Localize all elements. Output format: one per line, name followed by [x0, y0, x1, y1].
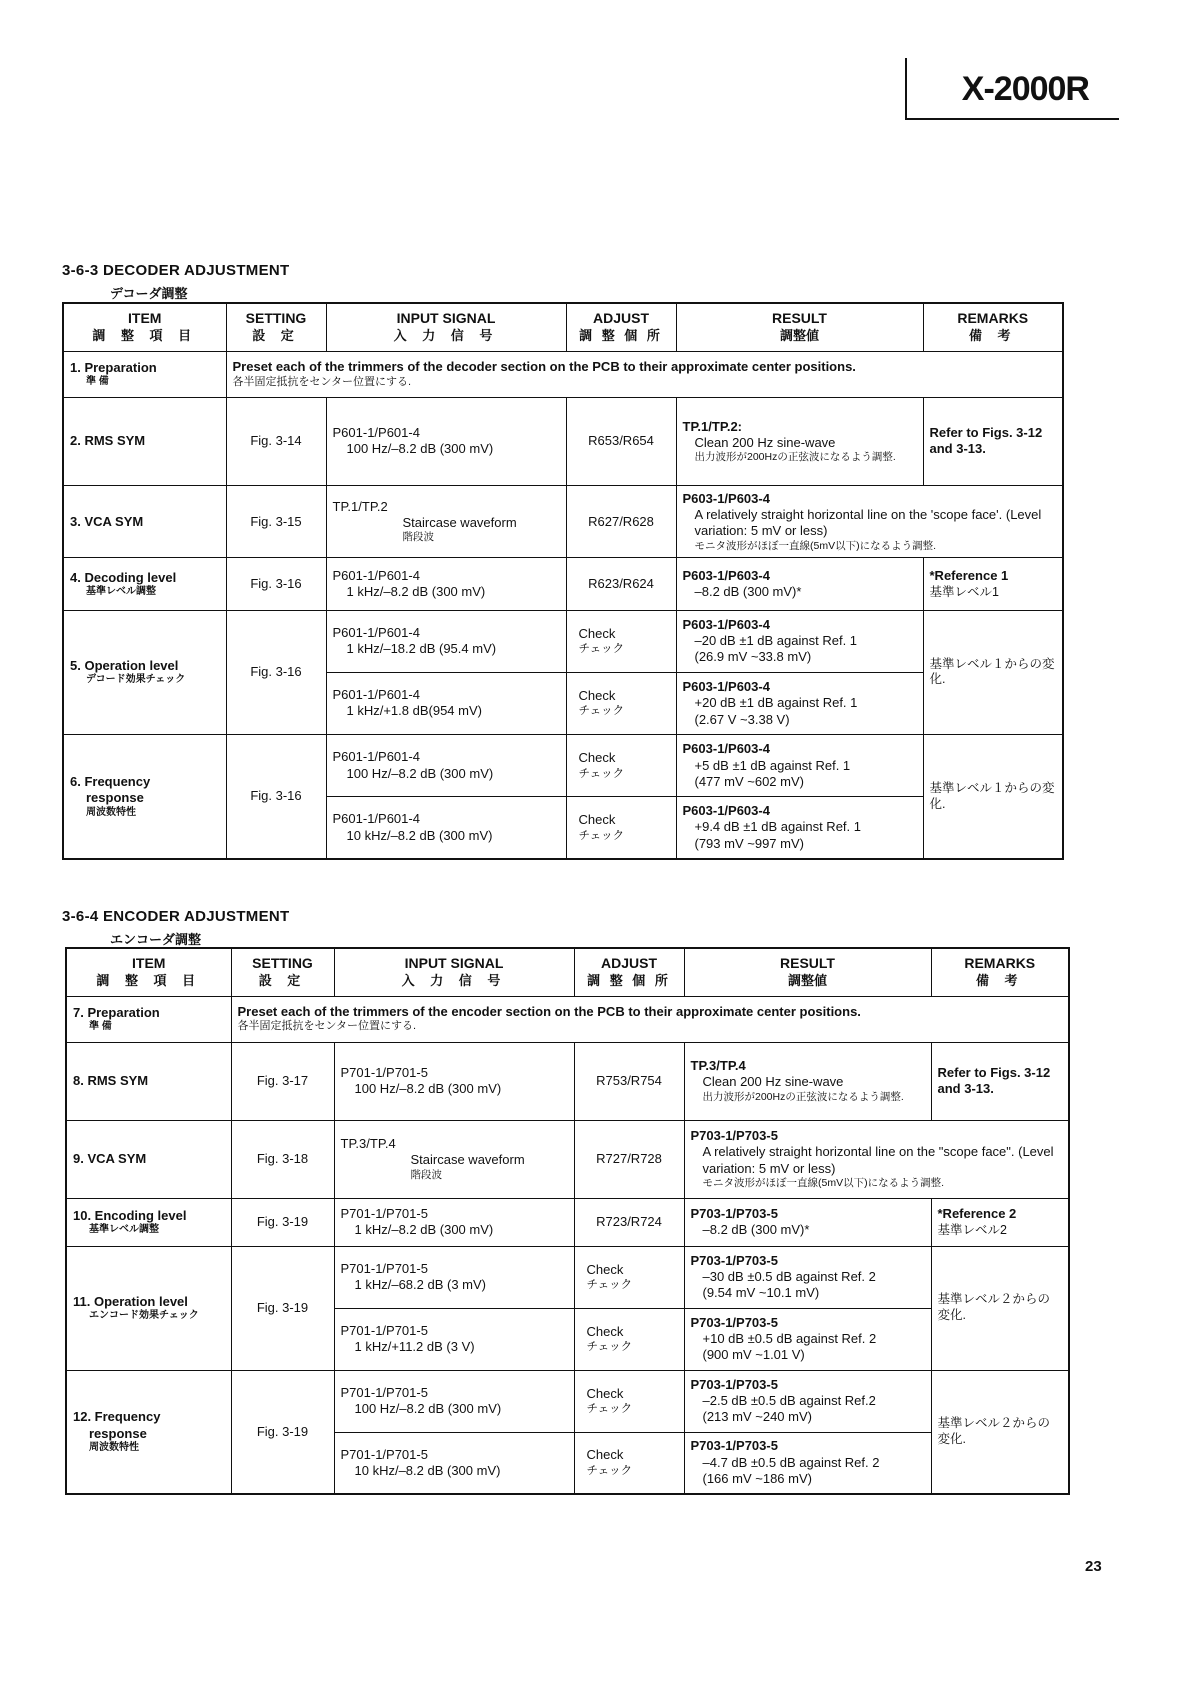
table-row: 9. VCA SYM Fig. 3-18 TP.3/TP.4 Staircase waveform 階段波 R727/R728 P703-1/P703-5 A relatively straight horizontal line on the "scope face". (Level variation: 5 mV or less) モニタ波形がほぼ一直線(5mV以下)になるよう調整. [66, 1120, 1069, 1198]
col-adjust: ADJUST 調 整 個 所 [566, 303, 676, 351]
encoder-subtitle: エンコーダ調整 [110, 932, 202, 947]
col-remarks: REMARKS 備 考 [923, 303, 1063, 351]
header-row [63, 303, 1063, 351]
col-setting: SETTING 設 定 [231, 948, 334, 996]
table-row: P701-1/P701-5 1 kHz/+11.2 dB (3 V) Check チェック P703-1/P703-5 +10 dB ±0.5 dB against Ref. 2 (900 mV ~1.01 V) [66, 1308, 1069, 1370]
decoder-table [62, 302, 1064, 860]
model-header [905, 58, 1119, 120]
table-row: 6. Frequency response 周波数特性 Fig. 3-16 P601-1/P601-4 100 Hz/–8.2 dB (300 mV) Check チェック P603-1/P603-4 +5 dB ±1 dB against Ref. 1 (477 mV ~602 mV) 基準レベル１からの変化. [63, 735, 1063, 797]
decoder-title: 3-6-3 DECODER ADJUSTMENT [62, 262, 290, 279]
col-result: RESULT 調整値 [676, 303, 923, 351]
table-row: 8. RMS SYM Fig. 3-17 P701-1/P701-5 100 Hz/–8.2 dB (300 mV) R753/R754 TP.3/TP.4 Clean 200 Hz sine-wave 出力波形が200Hzの正弦波になるよう調整. Refer to Figs. 3-12 and 3-13. [66, 1042, 1069, 1120]
header-row [66, 948, 1069, 996]
col-adjust: ADJUST 調 整 個 所 [574, 948, 684, 996]
model-name: X-2000R [961, 70, 1089, 108]
col-item: ITEM 調 整 項 目 [66, 948, 231, 996]
table-row: 7. Preparation 準 備 Preset each of the trimmers of the encoder section on the PCB to their approximate center positions. 各半固定抵抗をセンター位置にする. [66, 996, 1069, 1042]
table-row: 11. Operation level エンコード効果チェック Fig. 3-19 P701-1/P701-5 1 kHz/–68.2 dB (3 mV) Check チェック P703-1/P703-5 –30 dB ±0.5 dB against Ref. 2 (9.54 mV ~10.1 mV) 基準レベル２からの変化. [66, 1246, 1069, 1308]
table-row: 4. Decoding level 基準レベル調整 Fig. 3-16 P601-1/P601-4 1 kHz/–8.2 dB (300 mV) R623/R624 P603-1/P603-4 –8.2 dB (300 mV)* *Reference 1 基準レベル1 [63, 558, 1063, 610]
table-row: P601-1/P601-4 1 kHz/+1.8 dB(954 mV) Check チェック P603-1/P603-4 +20 dB ±1 dB against Ref. 1 (2.67 V ~3.38 V) [63, 672, 1063, 734]
table-row: 2. RMS SYM Fig. 3-14 P601-1/P601-4 100 Hz/–8.2 dB (300 mV) R653/R654 TP.1/TP.2: Clean 200 Hz sine-wave 出力波形が200Hzの正弦波になるよう調整. Refer to Figs. 3-12 and 3-13. [63, 397, 1063, 485]
page-number: 23 [1085, 1558, 1102, 1575]
col-input-signal: INPUT SIGNAL 入 力 信 号 [334, 948, 574, 996]
encoder-table [65, 947, 1070, 1495]
table-row: 12. Frequency response 周波数特性 Fig. 3-19 P701-1/P701-5 100 Hz/–8.2 dB (300 mV) Check チェック P703-1/P703-5 –2.5 dB ±0.5 dB against Ref.2 (213 mV ~240 mV) 基準レベル２からの変化. [66, 1370, 1069, 1432]
table-row: P701-1/P701-5 10 kHz/–8.2 dB (300 mV) Check チェック P703-1/P703-5 –4.7 dB ±0.5 dB against Ref. 2 (166 mV ~186 mV) [66, 1432, 1069, 1494]
table-row: 3. VCA SYM Fig. 3-15 TP.1/TP.2 Staircase waveform 階段波 R627/R628 P603-1/P603-4 A relatively straight horizontal line on the 'scope face'. (Level variation: 5 mV or less) モニタ波形がほぼ一直線(5mV以下)になるよう調整. [63, 486, 1063, 558]
col-result: RESULT 調整値 [684, 948, 931, 996]
col-input-signal: INPUT SIGNAL 入 力 信 号 [326, 303, 566, 351]
table-row: P601-1/P601-4 10 kHz/–8.2 dB (300 mV) Check チェック P603-1/P603-4 +9.4 dB ±1 dB against Ref. 1 (793 mV ~997 mV) [63, 797, 1063, 859]
decoder-subtitle: デコーダ調整 [110, 286, 188, 301]
table-row: 10. Encoding level 基準レベル調整 Fig. 3-19 P701-1/P701-5 1 kHz/–8.2 dB (300 mV) R723/R724 P703-1/P703-5 –8.2 dB (300 mV)* *Reference 2 基準レベル2 [66, 1198, 1069, 1246]
col-remarks: REMARKS 備 考 [931, 948, 1069, 996]
encoder-title: 3-6-4 ENCODER ADJUSTMENT [62, 908, 290, 925]
table-row: 1. Preparation 準 備 Preset each of the trimmers of the decoder section on the PCB to their approximate center positions. 各半固定抵抗をセンター位置にする. [63, 351, 1063, 397]
table-row: 5. Operation level デコード効果チェック Fig. 3-16 P601-1/P601-4 1 kHz/–18.2 dB (95.4 mV) Check チェック P603-1/P603-4 –20 dB ±1 dB against Ref. 1 (26.9 mV ~33.8 mV) 基準レベル１からの変化. [63, 610, 1063, 672]
col-setting: SETTING 設 定 [226, 303, 326, 351]
col-item: ITEM 調 整 項 目 [63, 303, 226, 351]
